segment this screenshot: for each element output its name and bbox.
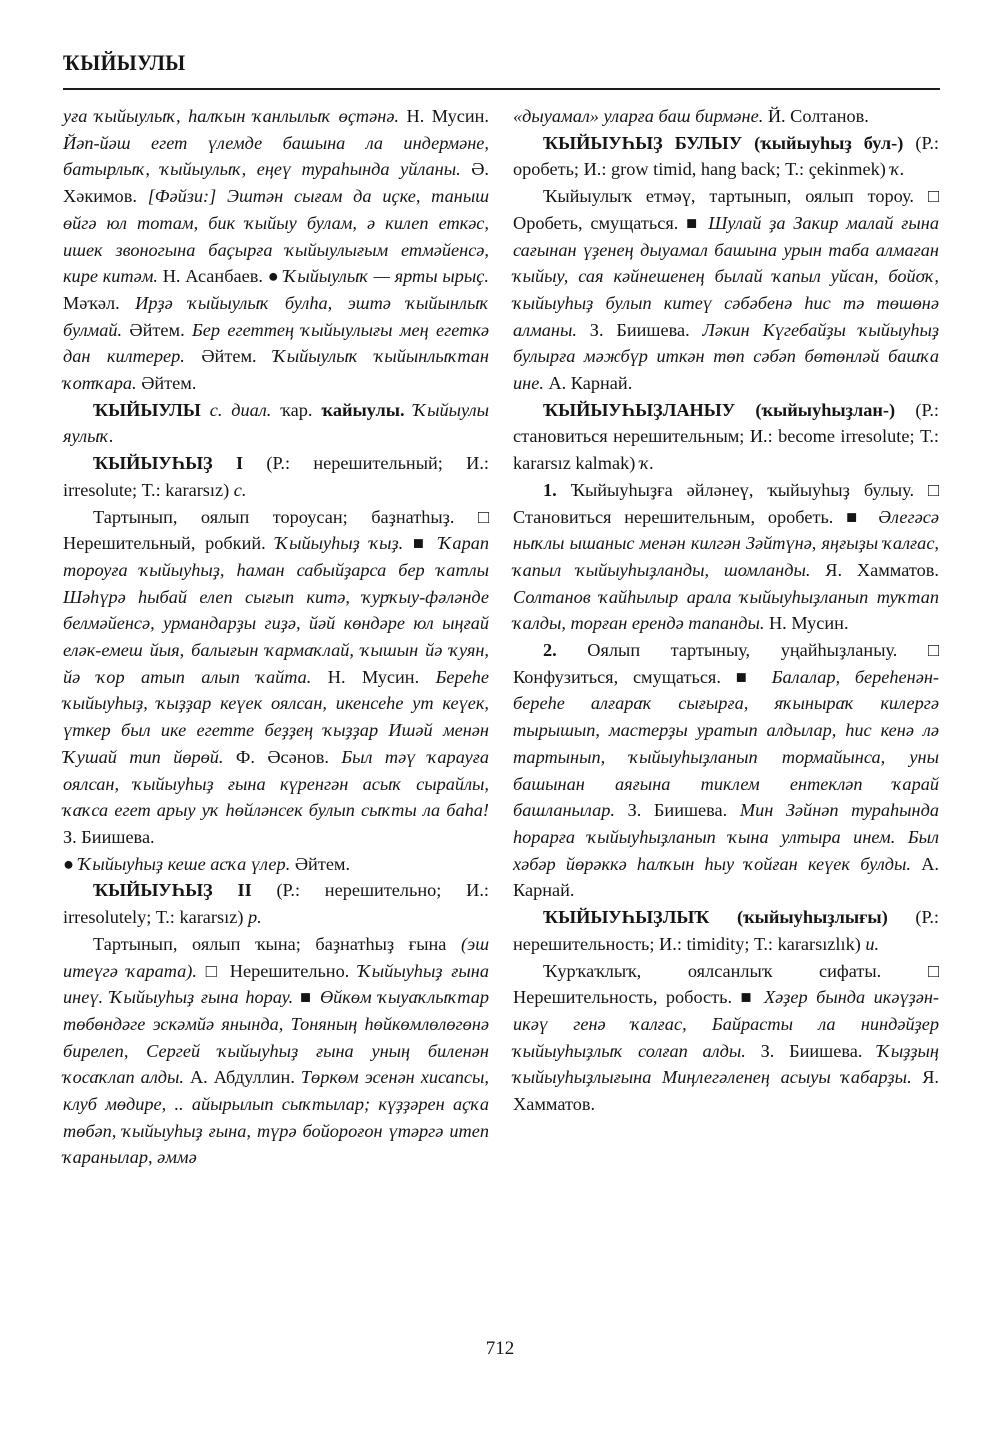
text-run: Н. Мусин. — [406, 106, 489, 126]
text-run: ҡ. — [890, 159, 905, 180]
text-run: Ләкин Күгебайҙы ҡыйыуһыҙ булырға мәжбүр иткән төп сәбәп бөтөнләй башҡа ине. — [513, 319, 940, 394]
text-run: Й. Солтанов. — [767, 106, 869, 126]
text-run: Әлегәсә ныҡлы ышаныс менән килгән Зәйтүнә, яңғыҙы ҡалғас, ҡапыл ҡыйыуһыҙланды, шомланды. — [513, 506, 939, 580]
text-run: 1. — [543, 479, 571, 500]
text-run: З. Биишева. — [627, 800, 740, 821]
text-run: З. Биишева. — [63, 826, 155, 847]
text-run: (Р.: нерешительно; И.: irresolutely; Т.: kararsız) — [63, 880, 489, 928]
text-run: Әйтем. — [294, 853, 351, 874]
text-run: Ҡыйыуһыҙ ғына инеү. Ҡыйыуһыҙ ғына һорау. — [63, 960, 489, 1008]
text-run: ҠЫЙЫУҺЫҘЛАНЫУ (ҡыйыуһыҙлан-) — [543, 399, 916, 420]
text-run: □ Нерешительно. — [205, 960, 359, 981]
text-run: ҠЫЙЫУҺЫҘ II — [93, 880, 277, 901]
text-run: Был тәү ҡарауға оялсан, ҡыйыуһыҙ ғына күренгән асыҡ сырайлы, ҡаҡса егет арыу уҡ һөйләнсек булып сыҡты ла баһа! — [63, 746, 489, 821]
text-run: З. Биишева. — [760, 1040, 878, 1061]
text-run: Солтанов ҡайһылыр арала ҡыйыуһыҙланып туҡтап ҡалды, торған ерендә тапанды. — [513, 586, 939, 634]
text-run: ҡ. — [639, 453, 655, 474]
text-run: Тартынып, оялып ҡына; баҙнатһыҙ ғына — [93, 933, 462, 954]
text-run: ҠЫЙЫУҺЫҘЛЫҠ (ҡыйыуһыҙлығы) — [543, 907, 916, 928]
text-run: (эш итеүгә ҡарата). — [63, 933, 489, 981]
text-run: «дыуамал» уларға баш бирмәне. — [513, 106, 768, 126]
paragraph — [513, 477, 939, 637]
text-run: Ирҙә ҡыйыулыҡ булһа, эштә ҡыйынлыҡ булмай. — [63, 292, 489, 340]
text-run: Шулай ҙа Закир малай ғына сағынан үҙенең дыуамал башына урын таба алмаған ҡыйыу, сая кәйнешенең былай ҡапыл уйсан, бойоҡ, ҡыйыуһыҙ булып китеү сәбәбенә һис тә төшөнә алманы. — [513, 212, 939, 340]
text-run: Н. Асанбаев. ● — [162, 266, 284, 287]
text-run: А. Карнай. — [513, 853, 939, 901]
text-run: Ә. Хәкимов. — [63, 159, 489, 207]
text-run: Н. Мусин. — [327, 666, 436, 687]
text-run: Н. Мусин. — [768, 613, 849, 634]
text-run: с. диал. — [209, 399, 281, 420]
text-run: ■ — [412, 533, 439, 554]
text-run: Ҡарап тороуға ҡыйыуһыҙ, һаман сабыйҙарса бер ҡатлы Шәһүрә һыбай елеп сығып китә, ҡурҡыу-фәләнде белмәйенсә, урмандарҙы гиҙә, йәй көндәре юл ыңғай еләк-емеш йыя, балығын ҡармаҡлай, ҡышын йә ҡуян, йә ҡор атып алып ҡайта. — [63, 533, 489, 687]
running-head: ҠЫЙЫУЛЫ — [63, 50, 186, 75]
text-run: Я. Хамматов. — [825, 559, 939, 580]
text-run: Тартынып, оялып тороусан; баҙнатһыҙ. □ Нерешительный, робкий. — [63, 506, 489, 554]
text-run: З. Биишева. — [589, 319, 703, 340]
paragraph — [63, 397, 489, 450]
paragraph — [513, 397, 939, 477]
paragraph — [513, 637, 939, 904]
text-run: и. — [865, 933, 880, 954]
text-run: Оялып тартыныу, уңайһыҙланыу. □ Конфузиться, смущаться. ■ — [513, 640, 939, 687]
text-run: А. Карнай. — [548, 373, 633, 394]
text-run: Өйкөм ҡыуаҡлыҡтар төбөндәге эскәмйә янында, Тоняның һөйкөмлөлөгөнә бирелеп, Сергей ҡыйыуһыҙ ғына уның биленән ҡосаҡлап алды. — [63, 987, 489, 1088]
text-run: с. — [233, 479, 247, 500]
paragraph — [63, 851, 489, 878]
text-run: Балалар, береһенән-береһе алғараҡ сығырға, яҡыныраҡ килергә тырышып, мастерҙы уратып алдылар, һис кенә лә тартынып, ҡыйыуһыҙланып тормайынса, уны башынан аяғына тиклем ентекләп ҡарай башланылар. — [513, 666, 939, 821]
text-run: Бер егеттең ҡыйыулығы мең егеткә дан килтерер. — [63, 319, 489, 367]
text-run: Әйтем. — [201, 346, 274, 367]
text-run: Ҡурҡаҡлыҡ, оялсанлыҡ сифаты. □ Нерешительность, робость. ■ — [513, 960, 939, 1008]
text-run: 2. — [543, 640, 588, 661]
text-run: ҠЫЙЫУЛЫ — [93, 399, 210, 420]
page-number: 712 — [485, 1338, 515, 1359]
text-run: Төркөм эсенән хисапсы, клуб мөдире, .. айырылып сыҡтылар; күҙҙәрен аҫҡа төбәп, ҡыйыуһыҙ ғына, түрә бойороғон үтәргә итеп ҡаранылар, әммә — [63, 1067, 489, 1168]
paragraph — [63, 504, 489, 851]
text-run: Я. Хамматов. — [513, 1067, 939, 1115]
text-run: Әйтем. — [141, 373, 197, 394]
text-run: ■ — [299, 987, 320, 1008]
text-run: Хәҙер бында икәүҙән-икәү генә ҡалғас, Байрасты ла ниндәйҙер ҡыйыуһыҙлыҡ солғап алды. — [513, 987, 939, 1061]
text-run: ● — [63, 853, 79, 874]
paragraph — [513, 958, 939, 1118]
paragraph — [63, 931, 489, 1171]
text-run: (Р.: нерешительный; И.: irresolute; Т.: kararsız) — [63, 453, 489, 500]
text-run: Мәҡәл. — [63, 292, 136, 313]
text-run: Йәп-йәш егет үлемде башына ла индермәне, батырлыҡ, ҡыйыулыҡ, еңеү тураһында уйланы. — [63, 132, 489, 180]
text-run: А. Абдуллин. — [189, 1067, 301, 1088]
paragraph — [513, 130, 939, 183]
header-rule — [63, 88, 940, 90]
text-run: (Р.: становиться нерешительным; И.: become irresolute; Т.: kararsız kalmak) — [513, 399, 939, 474]
text-run: Ҡыйыуһыҙ кеше асҡа үлер. — [78, 853, 295, 874]
paragraph — [513, 103, 939, 130]
text-run: уға ҡыйыулыҡ, һалҡын ҡанлылыҡ өҫтәнә. — [63, 106, 407, 126]
text-run: Ҡыйыулыҡ ҡыйынлыҡтан ҡотҡара. — [63, 346, 489, 394]
text-run: Әйтем. — [129, 319, 192, 340]
text-run: [Фәйзи:] Эштән сығам да иҫке, таныш өйгә юл тотам, бик ҡыйыу булам, ә килеп еткәс, ишек звоногына баҫырға ҡыйыулығым етмәйенсә, кире китәм. — [63, 186, 489, 287]
text-run: Ҡыйыулы яулыҡ. — [63, 399, 490, 447]
paragraph — [63, 103, 489, 397]
text-run: Ҡыйыулыҡ — ярты ырыҫ. — [283, 266, 489, 287]
text-run: Ҡыйыулыҡ етмәү, тартынып, оялып тороу. □ Оробеть, смущаться. ■ — [513, 186, 939, 233]
paragraph — [513, 183, 939, 397]
paragraph — [63, 450, 489, 503]
text-run: Ҡыйыуһыҙға әйләнеү, ҡыйыуһыҙ булыу. □ Становиться нерешительным, оробеть. ■ — [513, 479, 939, 527]
right-column — [513, 103, 939, 1118]
text-run: (Р.: оробеть; И.: grow timid, hang back; Т.: çekinmek) — [513, 132, 939, 180]
text-run: Береһе ҡыйыуһыҙ, ҡыҙҙар кеүек оялсан, икенсеһе ут кеүек, үткер был ике егетте беҙҙең ҡыҙҙар Ишәй менән Ҡушай тип йөрөй. — [63, 666, 489, 767]
text-run: ҠЫЙЫУҺЫҘ БУЛЫУ (ҡыйыуһыҙ бул-) — [543, 132, 916, 153]
text-run: Ҡыҙҙың ҡыйыуһыҙлығына Миңлегәленең асыуы ҡабарҙы. — [513, 1040, 939, 1088]
text-run: (Р.: нерешительность; И.: timidity; Т.: kararsızlık) — [513, 907, 939, 954]
text-run: Ф. Әсәнов. — [235, 746, 342, 767]
text-run: р. — [247, 907, 262, 928]
text-run: ҡар. — [280, 399, 322, 420]
text-run: ҠЫЙЫУҺЫҘ I — [93, 453, 267, 474]
text-run: Ҡыйыуһыҙ ҡыҙ. — [275, 533, 413, 554]
paragraph — [63, 877, 489, 930]
paragraph — [513, 904, 939, 957]
text-run: ҡайыулы. — [321, 399, 414, 420]
text-run: Мин Зәйнәп тураһында һорарға ҡыйыуһыҙланып ҡына ултыра инем. Был хәбәр йөрәккә һалҡын һыу ҡойған кеүек булды. — [513, 800, 939, 874]
left-column — [63, 103, 489, 1171]
